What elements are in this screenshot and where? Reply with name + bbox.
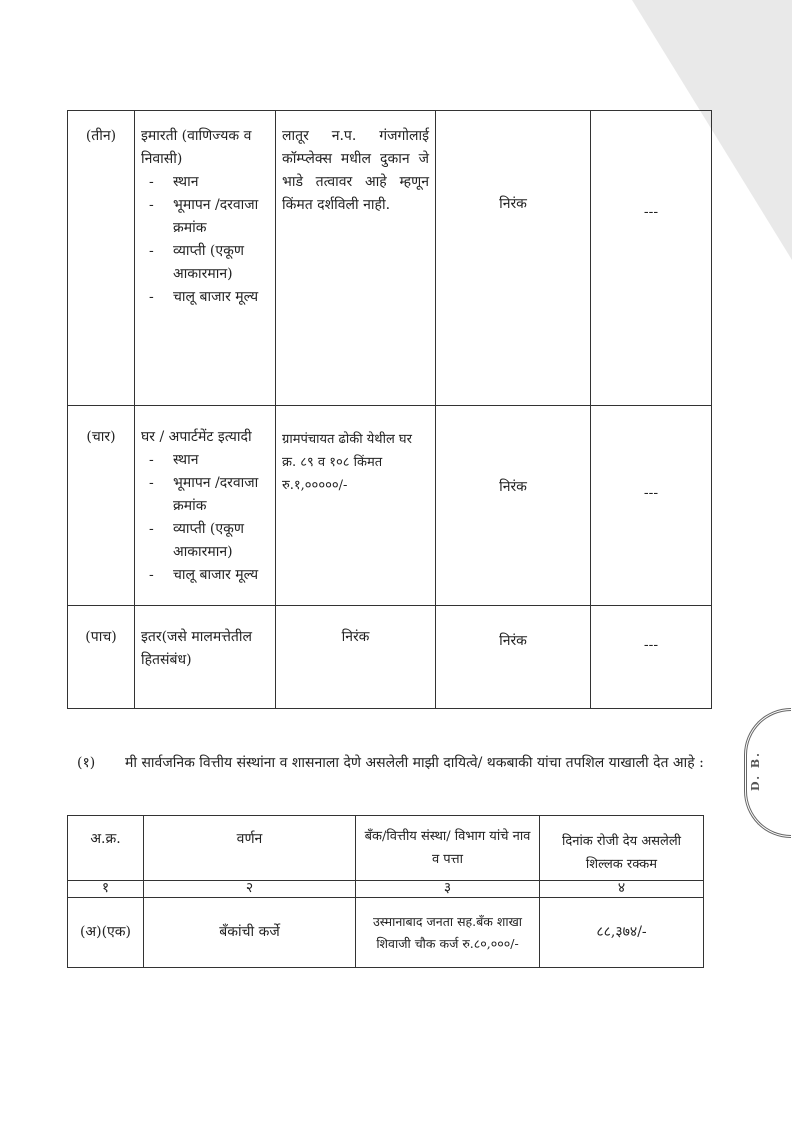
amount-cell: ८८,३७४/-	[540, 898, 704, 968]
table-row	[68, 606, 712, 709]
list-item: - व्याप्ती (एकूण आकारमान)	[141, 240, 269, 286]
table-row	[68, 406, 712, 606]
subitem-list	[141, 171, 269, 309]
list-item: - भूमापन /दरवाजा क्रमांक	[141, 194, 269, 240]
serial-cell: (चार)	[68, 406, 135, 606]
serial-cell: (अ)(एक)	[68, 898, 144, 968]
advocate-seal-stamp	[744, 708, 791, 838]
value-cell: निरंक	[436, 606, 591, 709]
list-item: - स्थान	[141, 449, 269, 472]
serial-cell: (पाच)	[68, 606, 135, 709]
serial-cell: (तीन)	[68, 111, 135, 406]
item-cell: इतर(जसे मालमत्तेतील हितसंबंध)	[135, 606, 276, 709]
header-serial: अ.क्र.	[68, 816, 144, 881]
header-description: वर्णन	[144, 816, 356, 881]
list-item: - चालू बाजार मूल्य	[141, 564, 269, 587]
value-cell: निरंक	[436, 406, 591, 606]
list-item: - स्थान	[141, 171, 269, 194]
section-number: (१)	[77, 755, 96, 771]
bank-cell: उस्मानाबाद जनता सह.बँक शाखा शिवाजी चौक कर्ज रु.८०,०००/-	[356, 898, 540, 968]
column-number: ३	[356, 881, 540, 898]
remarks-cell: ---	[591, 406, 712, 606]
subitem-list	[141, 449, 269, 587]
table-row	[68, 898, 704, 968]
details-cell: निरंक	[276, 606, 436, 709]
liabilities-intro	[77, 746, 717, 780]
remarks-cell: ---	[591, 111, 712, 406]
column-number-row	[68, 881, 704, 898]
column-number: २	[144, 881, 356, 898]
table-row	[68, 111, 712, 406]
seal-lettering: D. B.	[749, 751, 762, 791]
header-row	[68, 816, 704, 881]
item-title: इमारती (वाणिज्यक व निवासी)	[141, 128, 252, 167]
assets-table	[67, 110, 712, 709]
column-number: ४	[540, 881, 704, 898]
details-cell: ग्रामपंचायत ढोकी येथील घर क्र. ८९ व १०८ किंमत रु.१,०००००/-	[276, 406, 436, 606]
remarks-cell: ---	[591, 606, 712, 709]
details-cell: लातूर न.प. गंजगोलाई कॉम्प्लेक्स मधील दुकान जे भाडे तत्वावर आहे म्हणून किंमत दर्शविली नाही.	[276, 111, 436, 406]
liabilities-table	[67, 815, 704, 968]
header-bank: बँक/वित्तीय संस्था/ विभाग यांचे नाव व पत्ता	[356, 816, 540, 881]
description-cell: बँकांची कर्जे	[144, 898, 356, 968]
item-cell	[135, 406, 276, 606]
item-title: घर / अपार्टमेंट इत्यादी	[141, 429, 252, 445]
intro-text: मी सार्वजनिक वित्तीय संस्थांना व शासनाला देणे असलेली माझी दायित्वे/ थकबाकी यांचा तपशिल याखाली देत आहे :	[125, 755, 704, 771]
value-cell: निरंक	[436, 111, 591, 406]
list-item: - व्याप्ती (एकूण आकारमान)	[141, 518, 269, 564]
list-item: - चालू बाजार मूल्य	[141, 286, 269, 309]
header-amount: दिनांक रोजी देय असलेली शिल्लक रक्कम	[540, 816, 704, 881]
column-number: १	[68, 881, 144, 898]
list-item: - भूमापन /दरवाजा क्रमांक	[141, 472, 269, 518]
item-cell	[135, 111, 276, 406]
